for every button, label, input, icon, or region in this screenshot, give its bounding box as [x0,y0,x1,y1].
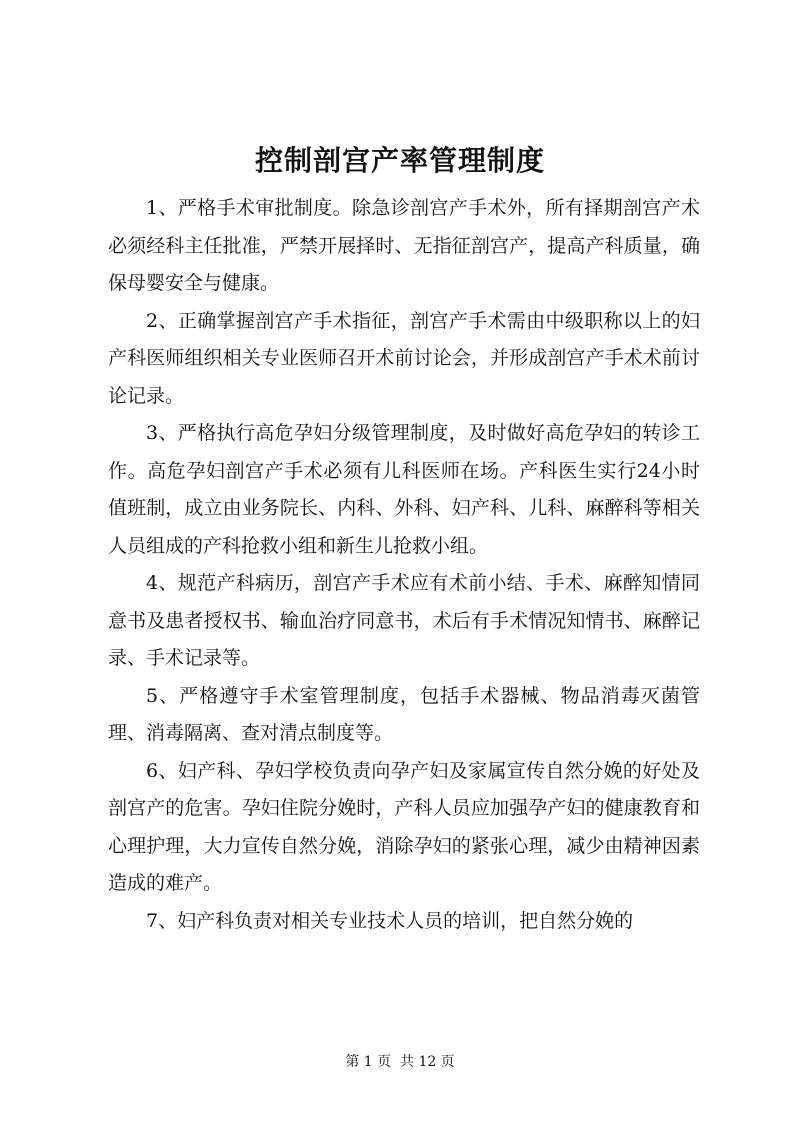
paragraph-4: 4、规范产科病历，剖宫产手术应有术前小结、手术、麻醉知情同意书及患者授权书、输血治疗同意书，术后有手术情况知情书、麻醉记录、手术记录等。 [108,572,700,669]
paragraph-6: 6、妇产科、孕妇学校负责向孕产妇及家属宣传自然分娩的好处及剖宫产的危害。孕妇住院分娩时，产科人员应加强孕产妇的健康教育和心理护理，大力宣传自然分娩，消除孕妇的紧张心理，减少由精神因素造成的难产。 [108,759,700,894]
document-title: 控制剖宫产率管理制度 [254,144,545,177]
document-body [108,190,700,940]
page-number-label: 第 1 页 共 12 页 [345,1054,455,1070]
paragraph-2: 2、正确掌握剖宫产手术指征，剖宫产手术需由中级职称以上的妇产科医师组织相关专业医师召开术前讨论会，并形成剖宫产手术术前讨论记录。 [108,309,700,407]
paragraph-3: 3、严格执行高危孕妇分级管理制度，及时做好高危孕妇的转诊工作。高危孕妇剖宫产手术必须有儿科医师在场。产科医生实行24小时值班制，成立由业务院长、内科、外科、妇产科、儿科、麻醉科等相关人员组成的产科抢救小组和新生儿抢救小组。 [108,422,700,557]
paragraph-1: 1、严格手术审批制度。除急诊剖宫产手术外，所有择期剖宫产术必须经科主任批准，严禁开展择时、无指征剖宫产，提高产科质量，确保母婴安全与健康。 [108,197,700,294]
paragraph-5: 5、严格遵守手术室管理制度，包括手术器械、物品消毒灭菌管理、消毒隔离、查对清点制度等。 [108,684,700,744]
page-footer [0,1052,800,1072]
paragraph-7: 7、妇产科负责对相关专业技术人员的培训，把自然分娩的 [146,909,634,932]
